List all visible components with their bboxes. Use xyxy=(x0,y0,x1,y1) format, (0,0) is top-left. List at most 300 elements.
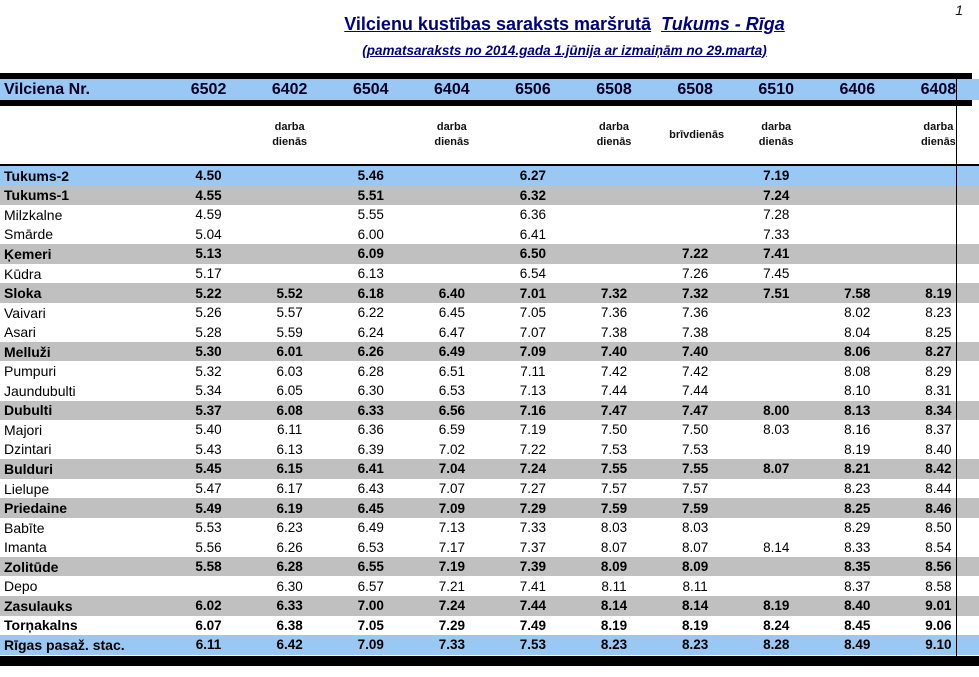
time-cell: 6.45 xyxy=(438,305,465,321)
time-cell: 8.03 xyxy=(600,520,628,536)
time-cell: 8.56 xyxy=(925,559,952,575)
time-cell: 7.51 xyxy=(763,285,790,301)
time-cell: 6.15 xyxy=(276,461,303,477)
time-cell: 7.13 xyxy=(519,383,547,399)
station-name: Milzkalne xyxy=(4,206,63,223)
time-cell: 7.38 xyxy=(681,324,709,340)
time-cell xyxy=(411,205,492,225)
page-subtitle: (pamatsaraksts no 2014.gada 1.jūnija ar izmaiņām no 29.marta) xyxy=(362,42,767,58)
table-row xyxy=(0,576,979,596)
table-row xyxy=(0,635,979,655)
station-name: Bulduri xyxy=(4,460,53,477)
time-cell: 7.09 xyxy=(357,637,384,653)
time-cell: 6.33 xyxy=(276,598,303,614)
time-cell xyxy=(168,576,249,596)
time-cell: 7.24 xyxy=(519,461,547,477)
time-cell: 8.58 xyxy=(925,578,952,594)
title-block xyxy=(150,14,979,58)
time-cell: 6.45 xyxy=(357,500,384,516)
station-name: Vaivari xyxy=(4,304,46,321)
time-cell: 8.50 xyxy=(925,520,952,536)
time-cell: 6.49 xyxy=(438,344,465,360)
time-cell xyxy=(736,342,817,362)
time-cell: 8.19 xyxy=(763,598,790,614)
station-name: Smārde xyxy=(4,226,54,243)
time-cell: 7.01 xyxy=(519,285,547,301)
time-cell: 6.17 xyxy=(276,481,303,497)
time-cell xyxy=(573,205,654,225)
time-cell xyxy=(817,186,898,206)
time-cell: 8.23 xyxy=(681,637,709,653)
time-cell xyxy=(817,166,898,186)
time-cell: 5.34 xyxy=(195,383,222,399)
train-number: 6510 xyxy=(758,80,794,98)
time-cell: 6.00 xyxy=(357,226,384,242)
time-cell: 9.06 xyxy=(925,617,952,633)
time-cell xyxy=(736,322,817,342)
time-cell: 7.49 xyxy=(519,617,547,633)
table-row xyxy=(0,518,979,538)
time-cell: 7.37 xyxy=(519,539,547,555)
time-cell: 7.59 xyxy=(681,500,709,516)
station-name: Majori xyxy=(4,421,43,438)
time-cell: 5.37 xyxy=(195,402,222,418)
time-cell xyxy=(411,244,492,264)
table-row xyxy=(0,401,979,421)
time-cell: 7.29 xyxy=(519,500,547,516)
time-cell: 7.36 xyxy=(600,305,628,321)
time-cell xyxy=(898,205,979,225)
time-cell: 7.33 xyxy=(519,520,547,536)
time-cell: 6.57 xyxy=(357,578,384,594)
time-cell: 7.32 xyxy=(600,285,628,301)
time-cell: 7.55 xyxy=(600,461,628,477)
time-cell: 7.50 xyxy=(681,422,709,438)
time-cell: 7.53 xyxy=(681,441,709,457)
day-row-empty-cell xyxy=(0,106,168,164)
time-cell: 8.00 xyxy=(763,402,790,418)
time-cell: 6.01 xyxy=(276,344,303,360)
time-cell: 7.59 xyxy=(600,500,628,516)
time-cell: 9.10 xyxy=(925,637,952,653)
time-cell: 8.06 xyxy=(844,344,871,360)
time-cell: 7.11 xyxy=(520,363,546,379)
day-type-label xyxy=(492,106,573,164)
table-row xyxy=(0,616,979,636)
time-cell: 8.29 xyxy=(925,363,952,379)
time-cell xyxy=(898,186,979,206)
table-row xyxy=(0,381,979,401)
time-cell xyxy=(411,166,492,186)
time-cell: 5.59 xyxy=(276,324,303,340)
time-cell: 7.55 xyxy=(681,461,709,477)
time-cell: 7.47 xyxy=(600,402,628,418)
time-cell xyxy=(898,264,979,284)
day-type-label xyxy=(330,106,411,164)
time-cell: 7.09 xyxy=(519,344,547,360)
time-cell: 8.23 xyxy=(600,637,628,653)
time-cell: 8.13 xyxy=(844,402,871,418)
day-type-label xyxy=(817,106,898,164)
time-cell: 8.49 xyxy=(844,637,871,653)
time-cell: 7.45 xyxy=(763,266,790,281)
time-cell: 7.42 xyxy=(681,363,709,379)
time-cell xyxy=(898,225,979,245)
time-cell: 7.42 xyxy=(600,363,628,379)
time-cell: 7.21 xyxy=(438,578,465,594)
time-cell: 5.51 xyxy=(357,187,384,203)
time-cell: 6.41 xyxy=(357,461,384,477)
station-name: Zolitūde xyxy=(4,558,59,575)
time-cell: 8.09 xyxy=(681,559,709,575)
station-name: Rīgas pasaž. stac. xyxy=(4,636,125,653)
time-cell: 8.14 xyxy=(681,598,709,614)
time-cell: 7.27 xyxy=(519,481,547,497)
time-cell: 7.44 xyxy=(681,383,709,399)
time-cell: 7.19 xyxy=(519,422,547,438)
day-type-label: darba dienās xyxy=(596,121,632,148)
station-name: Melluži xyxy=(4,343,51,360)
day-type-label: darba dienās xyxy=(272,121,308,148)
time-cell: 6.13 xyxy=(357,266,384,281)
table-row xyxy=(0,322,979,342)
time-cell: 7.05 xyxy=(519,305,547,321)
time-cell: 5.57 xyxy=(276,305,303,321)
time-cell: 6.22 xyxy=(357,305,384,321)
time-cell: 7.05 xyxy=(357,617,384,633)
time-cell: 7.07 xyxy=(438,481,465,497)
train-number: 6406 xyxy=(839,80,876,98)
time-cell: 7.19 xyxy=(438,559,465,575)
table-right-border xyxy=(956,79,957,656)
time-cell: 7.38 xyxy=(600,324,628,340)
time-cell xyxy=(817,205,898,225)
time-cell: 6.07 xyxy=(195,617,222,633)
time-cell: 8.45 xyxy=(844,617,871,633)
table-row xyxy=(0,596,979,616)
time-cell: 8.07 xyxy=(600,539,628,555)
time-cell: 7.26 xyxy=(681,266,709,281)
time-cell: 6.49 xyxy=(357,520,384,536)
time-cell: 4.55 xyxy=(195,187,222,203)
time-cell: 6.41 xyxy=(519,226,547,242)
time-cell xyxy=(736,440,817,460)
day-type-row xyxy=(0,106,979,164)
time-cell: 6.18 xyxy=(357,285,384,301)
station-name: Priedaine xyxy=(4,500,68,517)
train-number: 6504 xyxy=(352,80,389,98)
time-cell: 6.03 xyxy=(276,363,303,379)
station-name: Lielupe xyxy=(4,480,50,497)
time-cell: 7.13 xyxy=(438,520,465,536)
time-cell: 6.26 xyxy=(357,344,384,360)
time-cell: 6.28 xyxy=(357,363,384,379)
time-cell xyxy=(249,264,330,284)
time-cell: 8.04 xyxy=(844,324,871,340)
station-name: Dubulti xyxy=(4,402,53,419)
train-number: 6508 xyxy=(677,80,713,98)
station-name: Asari xyxy=(4,324,36,341)
station-name: Ķemeri xyxy=(4,245,52,262)
time-cell: 5.26 xyxy=(195,305,222,321)
time-cell: 6.59 xyxy=(438,422,465,438)
train-number: 6408 xyxy=(920,80,957,98)
title-route: Tukums - Rīga xyxy=(661,14,785,34)
time-cell: 7.39 xyxy=(519,559,547,575)
page-number: 1 xyxy=(955,2,963,18)
day-type-label xyxy=(168,106,249,164)
table-row xyxy=(0,303,979,323)
time-cell: 7.36 xyxy=(681,305,709,321)
time-cell: 8.21 xyxy=(844,461,871,477)
day-type-label: brīvdienās xyxy=(669,128,725,141)
time-cell: 5.43 xyxy=(195,441,222,457)
time-cell: 6.39 xyxy=(357,441,384,457)
time-cell: 7.32 xyxy=(681,285,709,301)
time-cell: 5.49 xyxy=(195,500,222,516)
time-cell: 7.57 xyxy=(681,481,709,497)
train-number: 6502 xyxy=(190,80,227,98)
time-cell: 6.09 xyxy=(357,246,384,262)
time-cell: 6.55 xyxy=(357,559,384,575)
time-cell: 8.19 xyxy=(600,617,628,633)
train-number-row xyxy=(0,79,979,100)
time-cell: 5.55 xyxy=(357,207,384,223)
time-cell: 8.10 xyxy=(844,383,871,399)
time-cell: 6.30 xyxy=(276,578,303,594)
time-cell xyxy=(573,166,654,186)
day-type-label: darba dienās xyxy=(920,121,956,148)
station-name: Tukums-1 xyxy=(4,187,70,204)
time-cell xyxy=(898,166,979,186)
time-cell xyxy=(736,361,817,381)
time-cell: 8.27 xyxy=(925,344,952,360)
table-row xyxy=(0,186,979,206)
time-cell: 6.24 xyxy=(357,324,384,340)
time-cell: 7.17 xyxy=(438,539,465,555)
time-cell: 5.45 xyxy=(195,461,222,477)
table-row xyxy=(0,498,979,518)
time-cell: 5.47 xyxy=(195,481,222,497)
station-name: Zasulauks xyxy=(4,597,73,614)
time-cell: 7.16 xyxy=(519,402,547,418)
time-cell: 7.57 xyxy=(600,481,628,497)
time-cell: 6.38 xyxy=(276,617,303,633)
time-cell: 7.58 xyxy=(844,285,871,301)
table-row xyxy=(0,283,979,303)
time-cell: 5.58 xyxy=(195,559,222,575)
time-cell xyxy=(249,205,330,225)
divider-bar-bottom xyxy=(0,656,979,666)
table-row xyxy=(0,479,979,499)
time-cell xyxy=(411,225,492,245)
time-cell: 8.19 xyxy=(925,285,952,301)
time-cell: 8.08 xyxy=(844,363,871,379)
time-cell: 5.13 xyxy=(195,246,222,262)
train-number: 6508 xyxy=(596,80,632,98)
time-cell: 7.22 xyxy=(519,441,547,457)
time-cell: 7.50 xyxy=(600,422,628,438)
time-cell: 8.54 xyxy=(925,539,952,555)
time-cell: 6.19 xyxy=(276,500,303,516)
time-cell: 8.14 xyxy=(600,598,628,614)
station-rows xyxy=(0,164,979,655)
time-cell xyxy=(411,264,492,284)
time-cell xyxy=(898,244,979,264)
time-cell xyxy=(655,205,736,225)
train-number: 6402 xyxy=(271,80,308,98)
table-row xyxy=(0,557,979,577)
table-row xyxy=(0,225,979,245)
time-cell: 6.02 xyxy=(195,598,222,614)
time-cell: 8.31 xyxy=(925,383,952,399)
time-cell: 8.19 xyxy=(681,617,709,633)
time-cell: 8.02 xyxy=(844,305,871,321)
table-row xyxy=(0,244,979,264)
time-cell: 7.07 xyxy=(519,324,547,340)
time-cell xyxy=(736,479,817,499)
time-cell: 5.52 xyxy=(276,285,303,301)
station-name: Sloka xyxy=(4,285,42,302)
station-name: Jaundubulti xyxy=(4,382,76,399)
time-cell: 7.22 xyxy=(681,246,709,262)
time-cell: 8.23 xyxy=(925,305,952,321)
time-cell: 8.42 xyxy=(925,461,952,477)
time-cell: 6.11 xyxy=(195,637,222,653)
time-cell: 8.11 xyxy=(682,578,708,594)
time-cell: 5.30 xyxy=(195,344,222,360)
title-main: Vilcienu kustības saraksts maršrutā xyxy=(344,14,652,34)
day-type-label: darba dienās xyxy=(758,121,794,148)
table-row xyxy=(0,264,979,284)
time-cell: 4.50 xyxy=(195,168,222,184)
time-cell: 8.09 xyxy=(600,559,628,575)
time-cell xyxy=(655,166,736,186)
time-cell: 6.54 xyxy=(519,266,547,281)
time-cell: 6.53 xyxy=(357,539,384,555)
time-cell: 8.46 xyxy=(925,500,952,516)
time-cell: 6.23 xyxy=(276,520,303,536)
table-row xyxy=(0,420,979,440)
time-cell: 8.40 xyxy=(844,598,871,614)
station-name: Pumpuri xyxy=(4,363,57,380)
time-cell: 7.40 xyxy=(600,344,628,360)
time-cell: 8.28 xyxy=(763,637,790,653)
time-cell: 7.19 xyxy=(763,168,790,184)
time-cell: 8.40 xyxy=(925,441,952,457)
time-cell: 6.42 xyxy=(276,637,303,653)
time-cell: 7.29 xyxy=(438,617,465,633)
time-cell: 8.07 xyxy=(681,539,709,555)
time-cell xyxy=(249,186,330,206)
time-cell: 7.53 xyxy=(600,441,628,457)
time-cell: 7.44 xyxy=(519,598,547,614)
time-cell: 7.47 xyxy=(681,402,709,418)
time-cell: 6.32 xyxy=(519,187,547,203)
time-cell: 6.27 xyxy=(519,168,547,184)
time-cell xyxy=(736,576,817,596)
table-row xyxy=(0,537,979,557)
station-name: Imanta xyxy=(4,539,47,556)
time-cell: 6.28 xyxy=(276,559,303,575)
table-row xyxy=(0,166,979,186)
time-cell: 7.02 xyxy=(438,441,465,457)
time-cell xyxy=(249,225,330,245)
time-cell: 6.05 xyxy=(276,383,303,399)
train-number: 6404 xyxy=(434,80,470,98)
time-cell: 8.25 xyxy=(844,500,871,516)
time-cell: 6.11 xyxy=(277,422,303,438)
time-cell: 6.51 xyxy=(438,363,465,379)
time-cell: 6.47 xyxy=(438,324,465,340)
time-cell: 7.24 xyxy=(438,598,465,614)
time-cell: 5.28 xyxy=(195,324,222,340)
time-cell: 7.33 xyxy=(763,226,790,242)
time-cell xyxy=(736,557,817,577)
time-cell: 8.19 xyxy=(844,441,871,457)
time-cell xyxy=(817,244,898,264)
time-cell: 5.40 xyxy=(195,422,222,438)
time-cell xyxy=(817,264,898,284)
time-cell: 8.23 xyxy=(844,481,871,497)
time-cell: 6.40 xyxy=(438,285,465,301)
time-cell: 8.29 xyxy=(844,520,871,536)
time-cell: 8.07 xyxy=(763,461,790,477)
time-cell: 6.53 xyxy=(438,383,465,399)
time-cell: 4.59 xyxy=(195,207,222,223)
time-cell xyxy=(249,166,330,186)
time-cell: 8.24 xyxy=(763,617,790,633)
time-cell: 8.44 xyxy=(925,481,952,497)
time-cell: 6.08 xyxy=(276,402,303,418)
time-cell: 8.16 xyxy=(844,422,871,438)
station-name: Babīte xyxy=(4,519,45,536)
time-cell xyxy=(736,381,817,401)
table-row xyxy=(0,205,979,225)
time-cell: 7.28 xyxy=(763,207,790,223)
time-cell: 8.14 xyxy=(763,539,790,555)
table-row xyxy=(0,361,979,381)
time-cell: 7.44 xyxy=(600,383,628,399)
station-name: Depo xyxy=(4,578,38,595)
time-cell: 7.33 xyxy=(438,637,465,653)
page-title xyxy=(150,14,979,36)
day-type-label: darba dienās xyxy=(434,121,470,148)
time-cell xyxy=(736,498,817,518)
table-row xyxy=(0,342,979,362)
time-cell: 8.34 xyxy=(925,402,952,418)
time-cell: 5.17 xyxy=(195,266,222,281)
time-cell xyxy=(573,264,654,284)
time-cell: 8.37 xyxy=(844,578,871,594)
time-cell: 6.33 xyxy=(357,402,384,418)
time-cell: 5.53 xyxy=(195,520,222,536)
time-cell xyxy=(655,225,736,245)
time-cell: 6.43 xyxy=(357,481,384,497)
train-number: 6506 xyxy=(515,80,551,98)
time-cell: 6.50 xyxy=(519,246,547,262)
table-row xyxy=(0,459,979,479)
time-cell: 5.32 xyxy=(195,363,222,379)
time-cell xyxy=(411,186,492,206)
time-cell: 7.00 xyxy=(357,598,384,614)
time-cell: 8.25 xyxy=(925,324,952,340)
time-cell: 9.01 xyxy=(925,598,952,614)
time-cell xyxy=(249,244,330,264)
time-cell: 5.56 xyxy=(195,539,222,555)
time-cell: 8.03 xyxy=(763,422,790,438)
time-cell xyxy=(736,518,817,538)
